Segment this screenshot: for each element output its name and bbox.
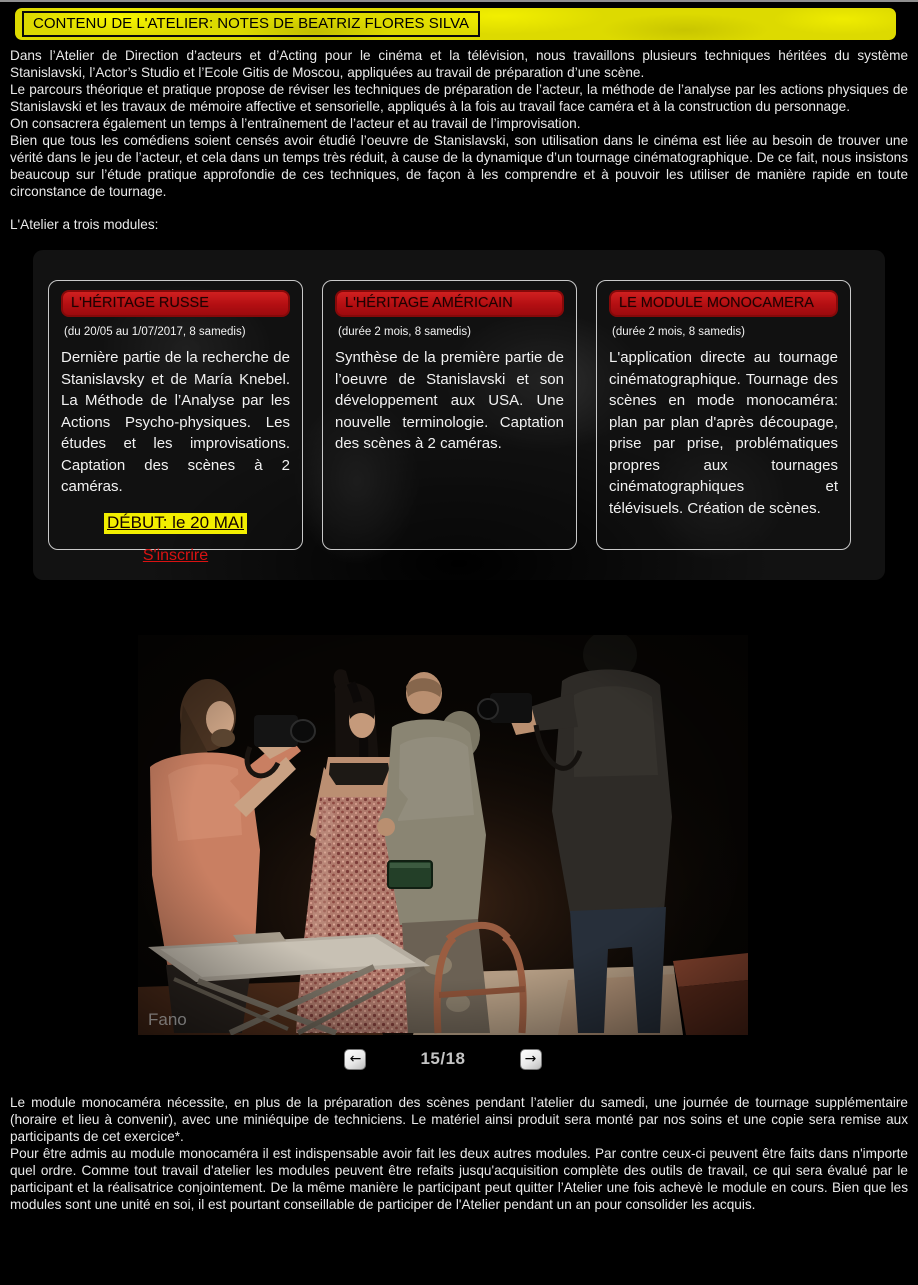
prev-arrow-button[interactable] — [344, 1049, 366, 1070]
workshop-scene-photo — [138, 635, 748, 1035]
outro-paragraph: Pour être admis au module monocaméra il est indispensable avoir fait les deux autres modules. Par contre ceux-ci peuvent être faits dans n'importe quel ordre. Comme tout travail d'atelier les modules peuvent être refaits jusqu'acquisition complète des outils de travail, ce qui sera évalué par le participant et la réalisatrice conjointement. De la même manière le participant peut quitter l’Atelier une fois achevè le module en cours. Bien que les modules sont une unité en soi, il est pourtant conseillable de participer de l'Atelier pendant un an pour consolider les acquis. — [10, 1146, 908, 1212]
module-description: Dernière partie de la recherche de Stanislavsky et de María Knebel. La Méthode de l’Analyse par les Actions Psycho-physiques. Les études et les improvisations. Captation des scènes à 2 caméras. — [61, 349, 290, 495]
module-card-monocamera — [596, 280, 851, 550]
module-title-badge: L'HÉRITAGE AMÉRICAIN — [335, 290, 564, 317]
photo-watermark: Fano — [148, 1010, 187, 1029]
gallery-photo — [138, 635, 748, 1035]
next-arrow-button[interactable] — [520, 1049, 542, 1070]
module-dates: (durée 2 mois, 8 samedis) — [338, 326, 471, 338]
left-arrow-icon: ← — [349, 1051, 362, 1067]
gallery-page-counter: 15/18 — [420, 1049, 466, 1068]
page-title: CONTENU DE L'ATELIER: NOTES DE BEATRIZ FLORES SILVA — [22, 11, 480, 37]
page-top-divider — [0, 0, 918, 2]
intro-text-block — [10, 47, 908, 200]
gallery-nav — [138, 1048, 748, 1070]
module-description: Synthèse de la première partie de l’oeuvre de Stanislavski et son développement aux USA. Une nouvelle terminologie. Captation des scènes à 2 caméras. — [335, 349, 564, 452]
module-title-badge: LE MODULE MONOCAMERA — [609, 290, 838, 317]
module-title-badge: L'HÉRITAGE RUSSE — [61, 290, 290, 317]
modules-intro-line: L'Atelier a trois modules: — [10, 217, 159, 232]
module-card-heritage-americain — [322, 280, 577, 550]
module-description: L'application directe au tournage cinématographique. Tournage des scènes en mode monocaméra: plan par plan d'après découpage, prise par prise, problématiques propres aux tournages cinématographiques et télévisuels. Création de scènes. — [609, 349, 838, 517]
register-link[interactable]: S'inscrire — [142, 546, 209, 564]
page-header-banner — [15, 8, 896, 40]
module-dates: (du 20/05 au 1/07/2017, 8 samedis) — [64, 326, 246, 338]
intro-paragraph: Bien que tous les comédiens soient censés avoir étudié l’oeuvre de Stanislavski, son utilisation dans le cinéma est liée au besoin de trouver une vérité dans le jeu de l’acteur, et cela dans un temps très réduit, à cause de la dynamique d’un tournage cinématographique. De ce fait, nous insistons beaucoup sur l’étude pratique approfondie de ces techniques, de façon à les comprendre et à pouvoir les utiliser de manière rapide en toute circonstance de tournage. — [10, 133, 908, 199]
module-dates: (durée 2 mois, 8 samedis) — [612, 326, 745, 338]
outro-paragraph: Le module monocaméra nécessite, en plus de la préparation des scènes pendant l’atelier du samedi, une journée de tournage supplémentaire (horaire et lieu à convenir), avec une miniéquipe de techniciens. Le matériel ainsi produit sera monté par nos soins et une copie sera remise aux participants de cet exercice*. — [10, 1095, 908, 1144]
outro-text-block — [10, 1094, 908, 1213]
module-start-date-highlight[interactable]: DÉBUT: le 20 MAI — [104, 513, 247, 534]
right-arrow-icon: → — [524, 1051, 537, 1067]
module-card-heritage-russe — [48, 280, 303, 564]
modules-panel — [33, 250, 885, 580]
intro-paragraph: On consacrera également un temps à l’entraînement de l’acteur et au travail de l’improvisation. — [10, 116, 581, 131]
intro-paragraph: Le parcours théorique et pratique propose de réviser les techniques de préparation de l’acteur, la méthode de l’analyse par les actions physiques de Stanislavski et les travaux de mémoire affective et sensorielle, appliqués à la fois au travail face caméra et à la construction du personnage. — [10, 82, 908, 114]
intro-paragraph: Dans l’Atelier de Direction d’acteurs et d’Acting pour le cinéma et la télévision, nous travaillons plusieurs techniques héritées du système Stanislavski, l’Actor’s Studio et l’Ecole Gitis de Moscou, appliquées au travail de préparation d’une scène. — [10, 48, 908, 80]
